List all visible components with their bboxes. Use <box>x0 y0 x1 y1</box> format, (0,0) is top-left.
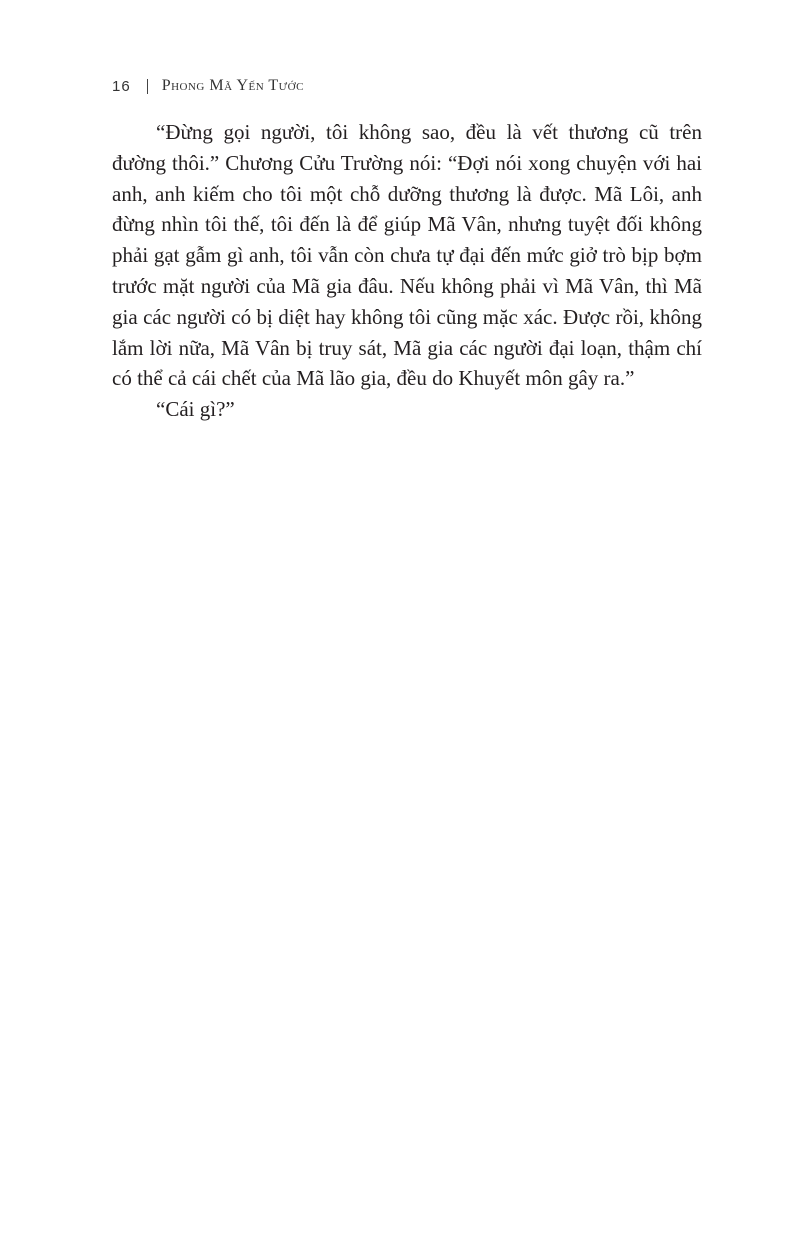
book-title: Phong Mã Yến Tước <box>161 77 304 94</box>
paragraph: “Cái gì?” <box>156 397 235 422</box>
paragraph: “Đừng gọi người, tôi không sao, đều là vết thương cũ trên đường thôi.” Chương Cửu Trường nói: “Đợi nói xong chuyện với hai anh, anh kiếm cho tôi một chỗ dưỡng thương là được. Mã Lôi, anh đừng nhìn tôi thế, tôi đến là để giúp Mã Vân, nhưng tuyệt đối không phải gạt gẫm gì anh, tôi vẫn còn chưa tự đại đến mức giở trò bịp bợm trước mặt người của Mã gia đâu. Nếu không phải vì Mã Vân, thì Mã gia các người có bị diệt hay không tôi cũng mặc xác. Được rồi, không lắm lời nữa, Mã Vân bị truy sát, Mã gia các người đại loạn, thậm chí có thể cả cái chết của Mã lão gia, đều do Khuyết môn gây ra.” <box>112 120 702 391</box>
header-divider <box>147 79 148 94</box>
running-header <box>112 72 304 100</box>
page-number: 16 <box>112 77 131 95</box>
body-text <box>112 117 702 425</box>
